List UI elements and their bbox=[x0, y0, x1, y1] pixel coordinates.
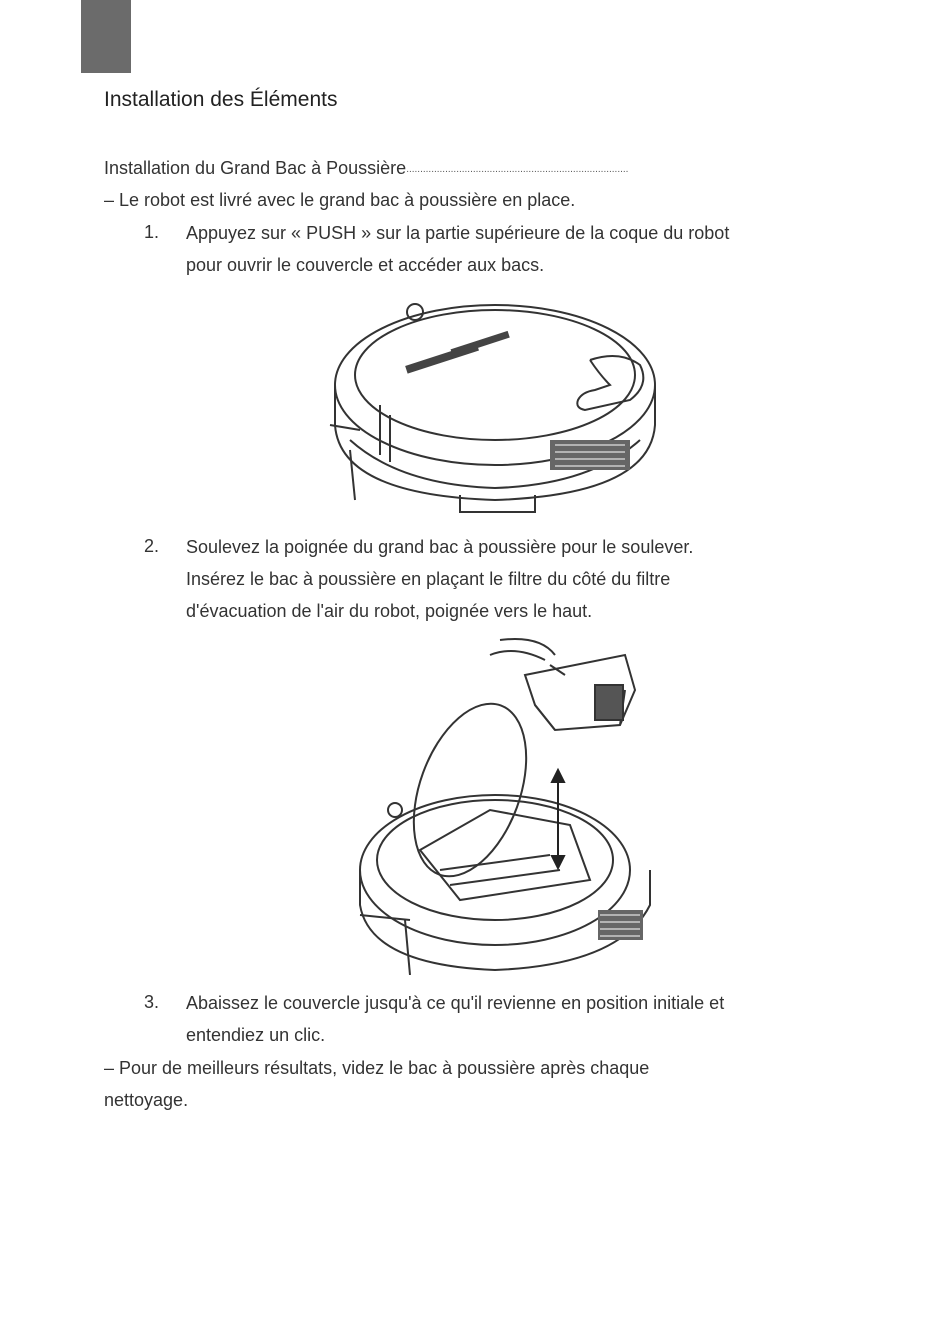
subtitle-leader: ................................................................................ bbox=[406, 164, 629, 175]
step-2-line-3: d'évacuation de l'air du robot, poignée vers le haut. bbox=[186, 601, 593, 621]
section-title: Installation des Éléments bbox=[104, 88, 338, 111]
intro-text: – Le robot est livré avec le grand bac à poussière en place. bbox=[104, 190, 576, 210]
subtitle-text: Installation du Grand Bac à Poussière bbox=[104, 158, 407, 178]
step-3-line-1: Abaissez le couvercle jusqu'à ce qu'il revienne en position initiale et bbox=[186, 993, 725, 1013]
step-3-line-2: entendiez un clic. bbox=[186, 1025, 326, 1045]
step-1-line-2: pour ouvrir le couvercle et accéder aux bacs. bbox=[186, 255, 545, 275]
step-2-number: 2. bbox=[144, 536, 160, 556]
page-tab-marker bbox=[81, 0, 131, 73]
subtitle-line bbox=[104, 156, 628, 182]
robot-open-bin-illustration bbox=[340, 630, 660, 975]
step-1-line-1: Appuyez sur « PUSH » sur la partie supérieure de la coque du robot bbox=[186, 223, 730, 243]
tip-line-1: – Pour de meilleurs résultats, videz le bac à poussière après chaque bbox=[104, 1058, 650, 1078]
step-1-number: 1. bbox=[144, 222, 160, 242]
step-2-line-1: Soulevez la poignée du grand bac à poussière pour le soulever. bbox=[186, 537, 694, 557]
tip-line-2: nettoyage. bbox=[104, 1090, 189, 1110]
step-3-number: 3. bbox=[144, 992, 160, 1012]
step-2-line-2: Insérez le bac à poussière en plaçant le filtre du côté du filtre bbox=[186, 569, 671, 589]
robot-closed-illustration bbox=[320, 290, 670, 520]
